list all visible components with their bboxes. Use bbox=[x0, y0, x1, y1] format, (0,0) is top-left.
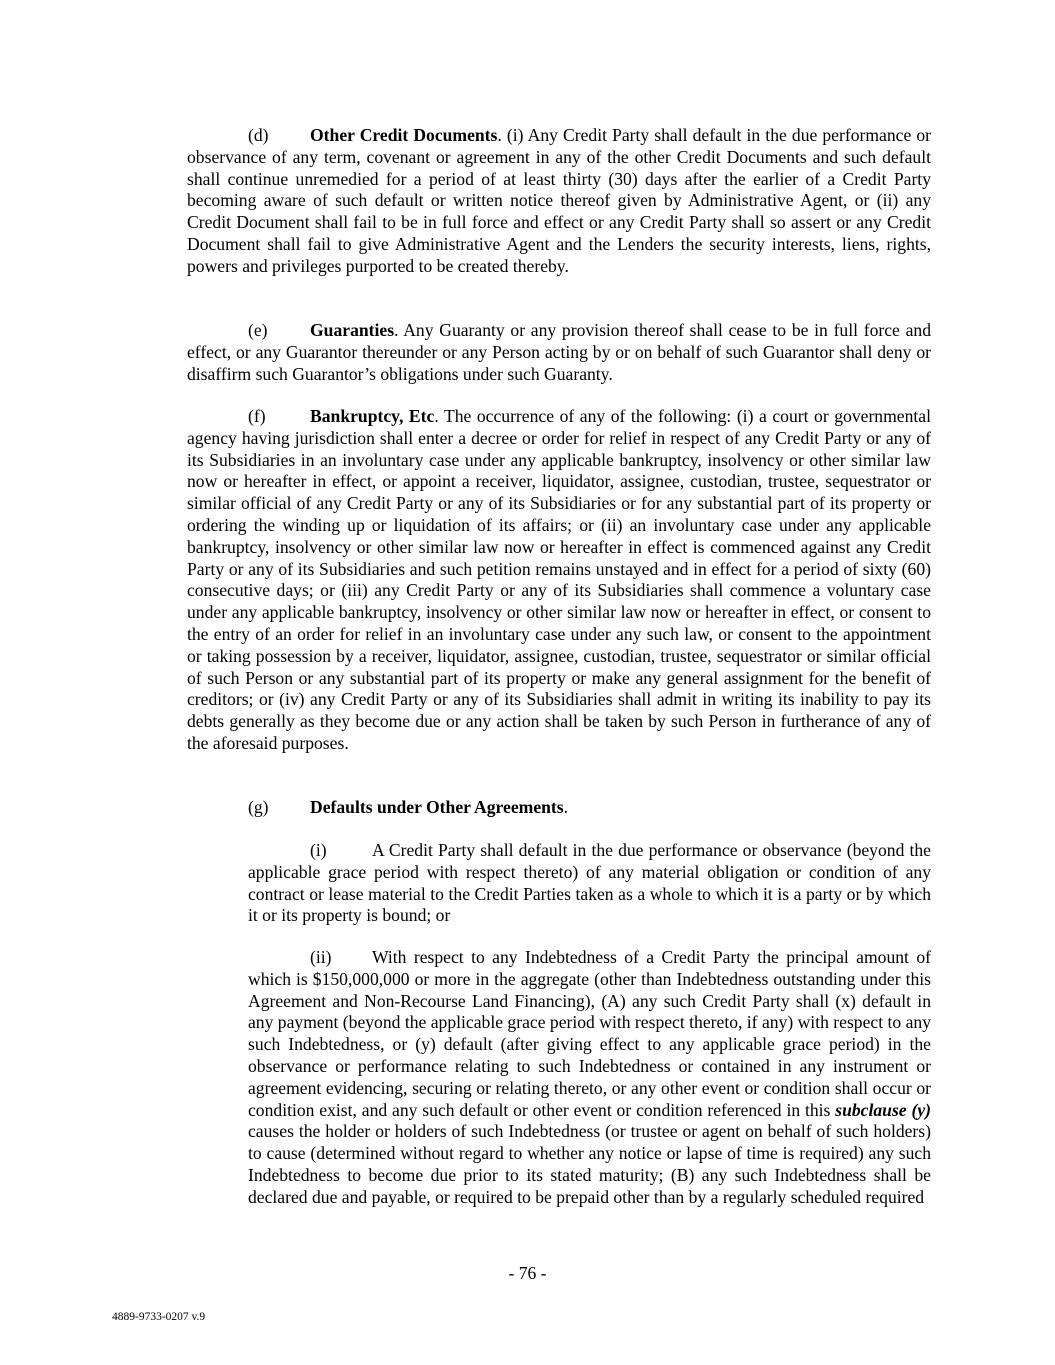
subsection-g-ii-emphasis: subclause (y) bbox=[835, 1099, 931, 1120]
section-g bbox=[187, 797, 931, 819]
subsection-g-i-label: (i) bbox=[310, 840, 327, 860]
section-g-label: (g) bbox=[248, 797, 269, 817]
subsection-g-i bbox=[248, 840, 931, 927]
section-e-text: . Any Guaranty or any provision thereof shall cease to be in full force and effect, or any Guarantor thereunder or any Person acting by or on behalf of such Guarantor shall deny or disaffirm such Guarantor’s obligations under such Guaranty. bbox=[187, 320, 931, 384]
section-e bbox=[187, 320, 931, 385]
section-f-label: (f) bbox=[248, 406, 266, 426]
section-f-text: . The occurrence of any of the following: (i) a court or governmental agency having jurisdiction shall enter a decree or order for relief in respect of any Credit Party or any of its Subsidiaries in an involuntary case under any applicable bankruptcy, insolvency or other similar law now or hereafter in effect, or appoint a receiver, liquidator, assignee, custodian, trustee, sequestrator or similar official of any Credit Party or any of its Subsidiaries or for any substantial part of its property or ordering the winding up or liquidation of its affairs; or (ii) an involuntary case under any applicable bankruptcy, insolvency or other similar law now or hereafter in effect is commenced against any Credit Party or any of its Subsidiaries and such petition remains unstayed and in effect for a period of sixty (60) consecutive days; or (iii) any Credit Party or any of its Subsidiaries shall commence a voluntary case under any applicable bankruptcy, insolvency or other similar law now or hereafter in effect, or consent to the entry of an order for relief in an involuntary case under any such law, or consent to the appointment or taking possession by a receiver, liquidator, assignee, custodian, trustee, sequestrator or similar official of such Person or any substantial part of its property or make any general assignment for the benefit of creditors; or (iv) any Credit Party or any of its Subsidiaries shall admit in writing its inability to pay its debts generally as they become due or any action shall be taken by such Person in furtherance of any of the aforesaid purposes. bbox=[187, 406, 931, 753]
document-id: 4889-9733-0207 v.9 bbox=[112, 1311, 206, 1323]
section-g-text: . bbox=[563, 797, 569, 817]
section-g-heading: Defaults under Other Agreements bbox=[310, 797, 564, 817]
section-e-label: (e) bbox=[248, 320, 268, 340]
section-d-label: (d) bbox=[248, 125, 269, 145]
subsection-g-i-text: A Credit Party shall default in the due performance or observance (beyond the applicable grace period with respect thereto) of any material obligation or condition of any contract or lease material to the Credit Parties taken as a whole to which it is a party or by which it or its property is bound; or bbox=[248, 840, 931, 926]
section-f-heading: Bankruptcy, Etc bbox=[310, 406, 435, 426]
subsection-g-ii-label: (ii) bbox=[310, 947, 332, 967]
subsection-g-ii bbox=[248, 947, 931, 1209]
subsection-g-ii-text-before: With respect to any Indebtedness of a Credit Party the principal amount of which is $150,000,000 or more in the aggregate (other than Indebtedness outstanding under this Agreement and Non-Recourse Land Financing), (A) any such Credit Party shall (x) default in any payment (beyond the applicable grace period with respect thereto, if any) with respect to any such Indebtedness, or (y) default (after giving effect to any applicable grace period) in the observance or performance relating to such Indebtedness or contained in any instrument or agreement evidencing, securing or relating thereto, or any other event or condition shall occur or condition exist, and any such default or other event or condition referenced in this bbox=[248, 947, 931, 1120]
section-f bbox=[187, 406, 931, 755]
page-number: - 76 - bbox=[508, 1263, 547, 1283]
section-d-text: . (i) Any Credit Party shall default in the due performance or observance of any term, covenant or agreement in any of the other Credit Documents and such default shall continue unremedied for a period of at least thirty (30) days after the earlier of a Credit Party becoming aware of such default or written notice thereof given by Administrative Agent, or (ii) any Credit Document shall fail to be in full force and effect or any Credit Party shall so assert or any Credit Document shall fail to give Administrative Agent and the Lenders the security interests, liens, rights, powers and privileges purported to be created thereby. bbox=[187, 125, 932, 276]
section-e-heading: Guaranties bbox=[310, 320, 395, 340]
section-d bbox=[187, 125, 931, 278]
section-d-heading: Other Credit Documents bbox=[310, 125, 498, 145]
subsection-g-ii-text-after: causes the holder or holders of such Indebtedness (or trustee or agent on behalf of such holders) to cause (determined without regard to whether any notice or lapse of time is required) any such Indebtedness to become due prior to its stated maturity; (B) any such Indebtedness shall be declared due and payable, or required to be prepaid other than by a regularly scheduled required bbox=[248, 1121, 931, 1207]
